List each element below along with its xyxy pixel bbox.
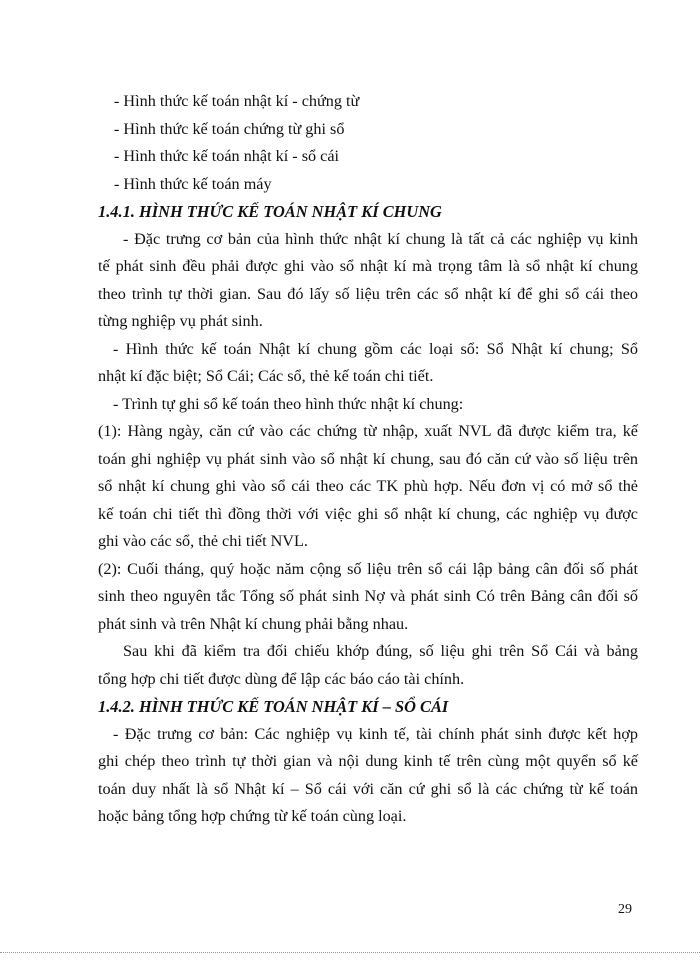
list-item: - Hình thức kế toán máy xyxy=(114,174,272,193)
page-content xyxy=(98,88,638,831)
paragraph-line: tế phát sinh đều phải được ghi vào sổ nhật kí mà trọng tâm là sổ nhật kí chung xyxy=(98,257,638,275)
paragraph-line: tổng hợp chi tiết được dùng để lập các báo cáo tài chính. xyxy=(98,669,465,688)
page-number: 29 xyxy=(618,902,632,917)
paragraph-line: từng nghiệp vụ phát sinh. xyxy=(98,312,263,330)
paragraph-line: sinh theo nguyên tắc Tổng số phát sinh Nợ và phát sinh Có trên Bảng cân đối số xyxy=(98,587,638,605)
paragraph-line: - Đặc trưng cơ bản của hình thức nhật kí chung là tất cả các nghiệp vụ kinh xyxy=(123,229,638,248)
paragraph-line: phát sinh và trên Nhật kí chung phải bằng nhau. xyxy=(98,614,409,633)
paragraph-line: - Hình thức kế toán Nhật kí chung gồm các loại sổ: Sổ Nhật kí chung; Sổ xyxy=(113,339,638,358)
list-item: - Hình thức kế toán chứng từ ghi sổ xyxy=(114,119,345,138)
paragraph-line: kế toán chi tiết thì đồng thời với việc ghi sổ nhật kí chung, các nghiệp vụ được xyxy=(98,504,638,523)
paragraph-line: ghi vào các sổ, thẻ chi tiết NVL. xyxy=(98,532,308,550)
paragraph-line: - Trình tự ghi sổ kế toán theo hình thức nhật kí chung: xyxy=(113,394,464,413)
list-item: - Hình thức kế toán nhật kí - chứng từ xyxy=(114,92,360,110)
paragraph-line: sổ nhật kí chung ghi vào sổ cái theo các TK phù hợp. Nếu đơn vị có mở sổ thẻ xyxy=(98,477,638,495)
section-heading-1-4-1: 1.4.1. HÌNH THỨC KẾ TOÁN NHẬT KÍ CHUNG xyxy=(98,202,442,221)
section-heading-1-4-2: 1.4.2. HÌNH THỨC KẾ TOÁN NHẬT KÍ – SỔ CÁI xyxy=(98,697,449,716)
paragraph-line: toán ghi nghiệp vụ phát sinh vào sổ nhật kí chung, sau đó căn cứ vào số liệu trên xyxy=(98,449,638,468)
list-item: - Hình thức kế toán nhật kí - sổ cái xyxy=(114,147,339,165)
paragraph-line: - Đặc trưng cơ bản: Các nghiệp vụ kinh tế, tài chính phát sinh được kết hợp xyxy=(113,724,638,743)
paragraph-line: hoặc bảng tổng hợp chứng từ kế toán cùng loại. xyxy=(98,807,407,825)
paragraph-line: Sau khi đã kiểm tra đối chiếu khớp đúng, số liệu ghi trên Sổ Cái và bảng xyxy=(123,642,638,660)
page-bottom-divider xyxy=(0,952,700,953)
paragraph-line: (2): Cuối tháng, quý hoặc năm cộng số liệu trên sổ cái lập bảng cân đối số phát xyxy=(98,559,638,578)
paragraph-line: ghi chép theo trình tự thời gian và nội dung kinh tế trên cùng một quyển sổ kế xyxy=(98,752,638,770)
paragraph-line: (1): Hàng ngày, căn cứ vào các chứng từ nhập, xuất NVL đã được kiểm tra, kế xyxy=(98,422,638,440)
paragraph-line: nhật kí đặc biệt; Sổ Cái; Các sổ, thẻ kế toán chi tiết. xyxy=(98,367,434,385)
paragraph-line: toán duy nhất là sổ Nhật kí – Sổ cái với căn cứ ghi sổ là các chứng từ kế toán xyxy=(98,779,638,798)
paragraph-line: theo trình tự thời gian. Sau đó lấy số liệu trên các sổ nhật kí để ghi sổ cái theo xyxy=(98,284,638,303)
